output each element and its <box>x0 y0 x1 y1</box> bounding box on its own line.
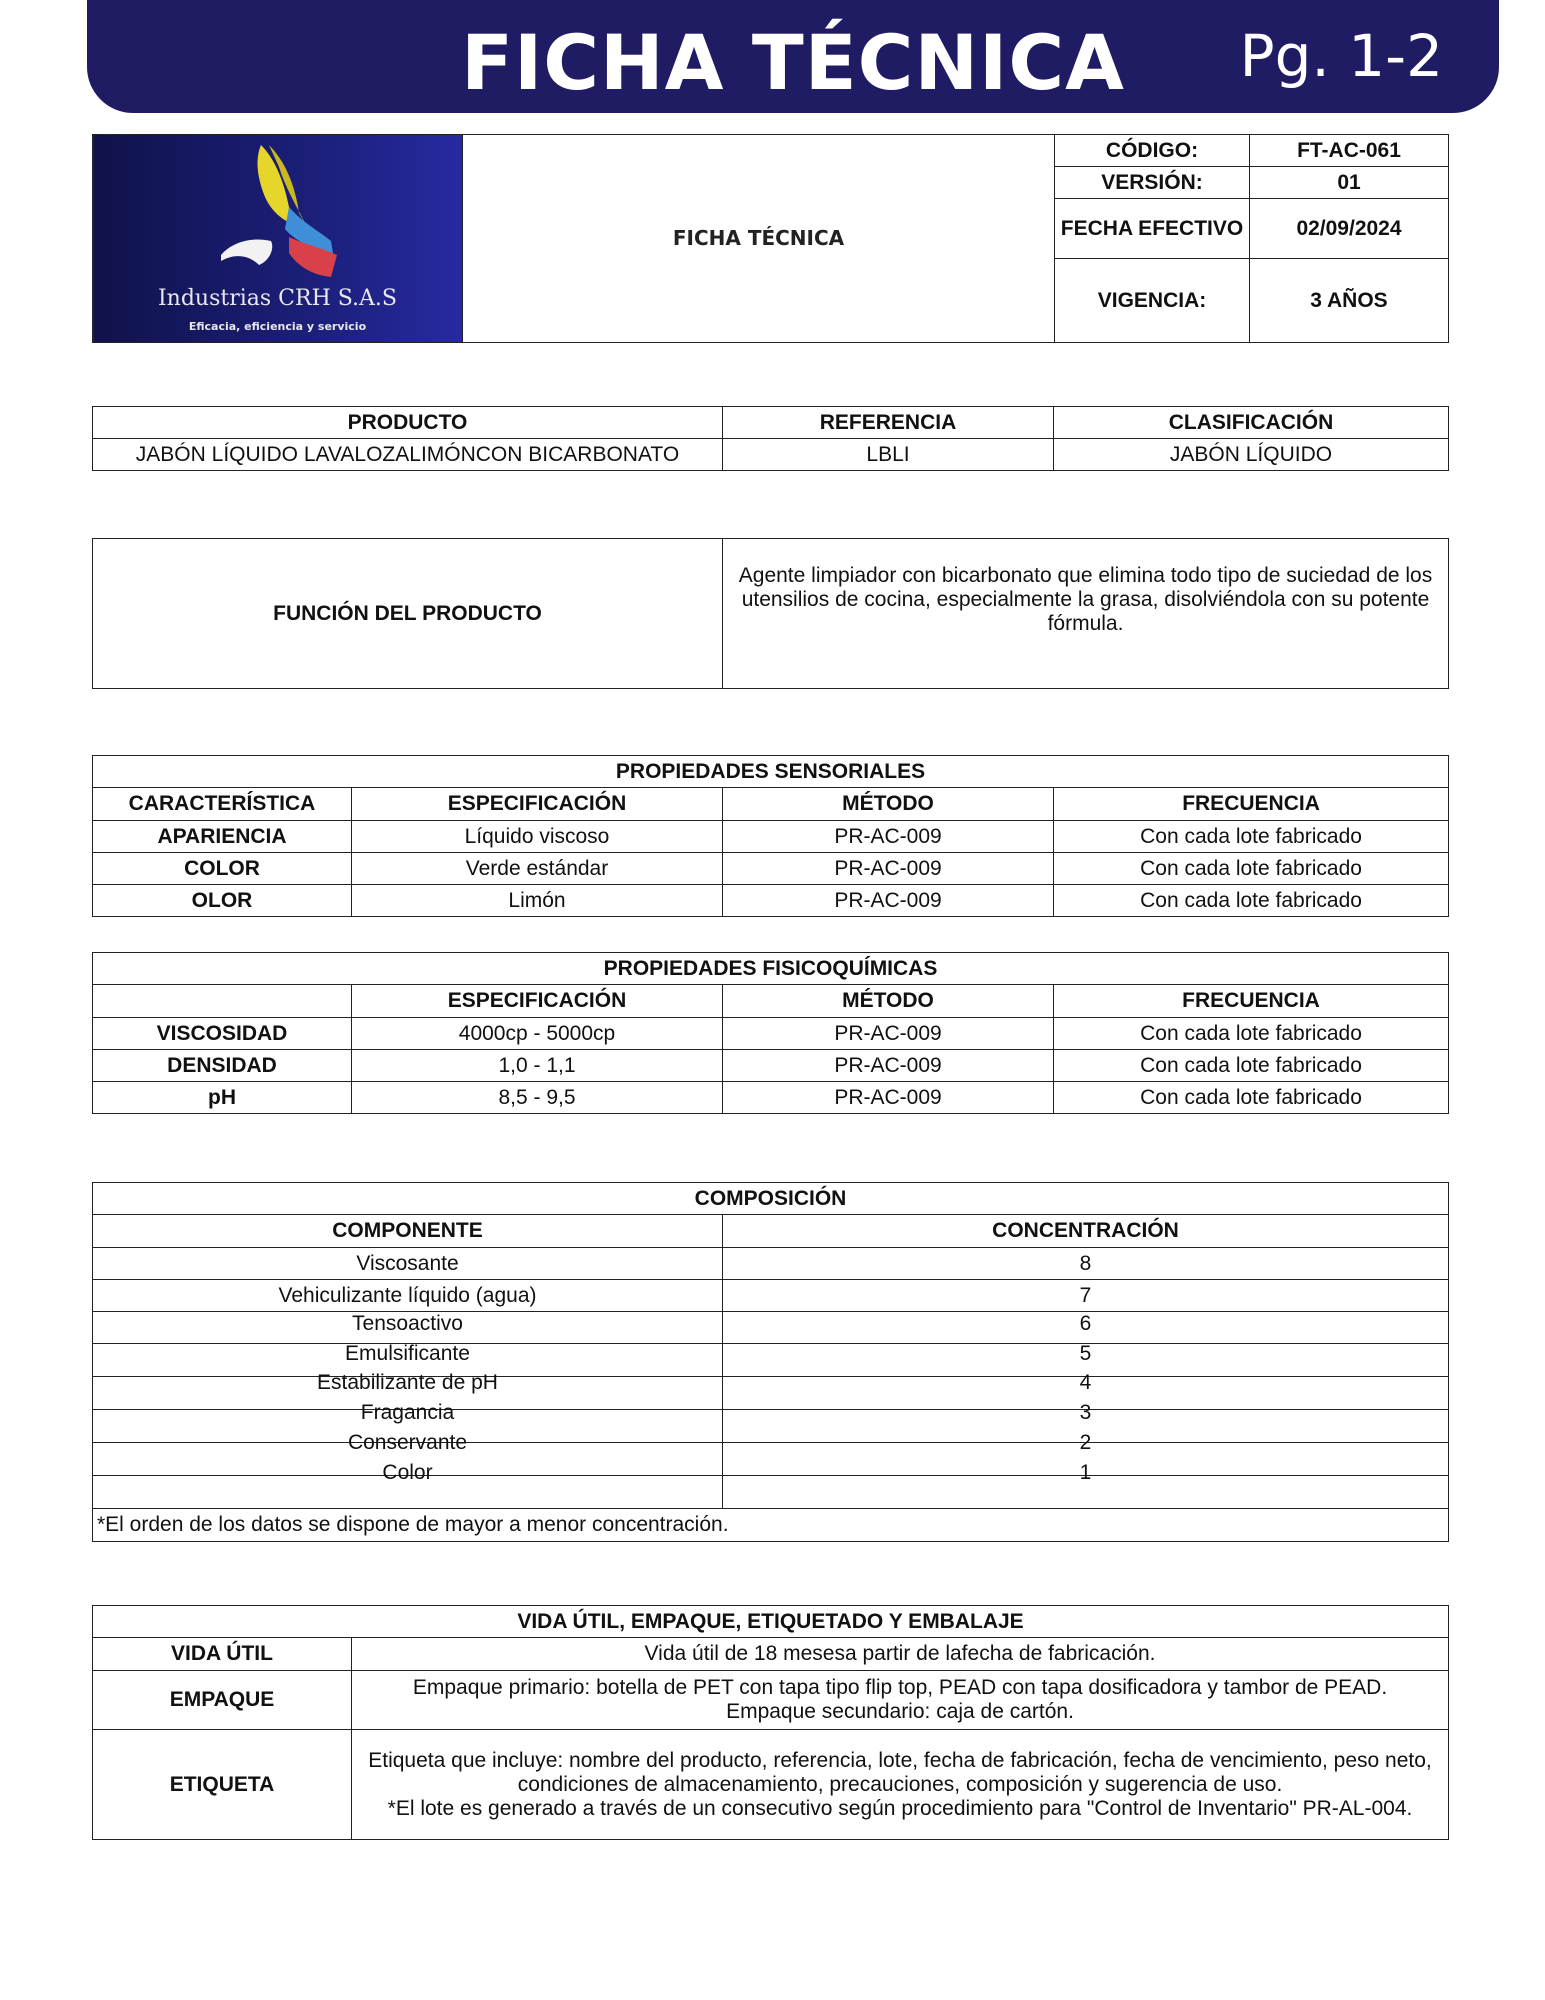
concentration-cell <box>723 1461 1449 1509</box>
table-row <box>93 853 1449 885</box>
component-cell <box>93 1312 723 1344</box>
vigencia-value: 3 AÑOS <box>1250 259 1449 343</box>
frequency: Con cada lote fabricado <box>1054 821 1449 853</box>
frequency: Con cada lote fabricado <box>1054 853 1449 885</box>
col-componente: COMPONENTE <box>93 1215 723 1248</box>
function-label: FUNCIÓN DEL PRODUCTO <box>93 539 723 689</box>
sensory-title: PROPIEDADES SENSORIALES <box>93 756 1449 788</box>
etiqueta-text: Etiqueta que incluye: nombre del producto, referencia, lote, fecha de fabricación, fecha de vencimiento, peso neto, condiciones de almacenamiento, precauciones, composición y sugerencia de uso. <box>368 1748 1432 1796</box>
company-tagline: Eficacia, eficiencia y servicio <box>188 319 367 333</box>
fecha-label: FECHA EFECTIVO <box>1055 199 1250 259</box>
spec: Líquido viscoso <box>352 821 723 853</box>
table-row <box>93 1018 1449 1050</box>
table-row <box>93 1476 1449 1509</box>
table-row <box>93 1082 1449 1114</box>
codigo-value: FT-AC-061 <box>1250 135 1449 167</box>
method: PR-AC-009 <box>723 821 1054 853</box>
vida-util-label: VIDA ÚTIL <box>93 1638 352 1671</box>
composition-note: *El orden de los datos se dispone de mayor a menor concentración. <box>93 1509 1449 1542</box>
row-label: VISCOSIDAD <box>93 1018 352 1050</box>
component: Viscosante <box>93 1248 723 1280</box>
table-row <box>93 1377 1449 1410</box>
concentration: 3 <box>1079 1401 1092 1424</box>
doc-title-cell <box>463 135 1055 343</box>
frequency: Con cada lote fabricado <box>1054 1082 1449 1114</box>
table-row <box>93 821 1449 853</box>
version-value: 01 <box>1250 167 1449 199</box>
col-caracteristica: CARACTERÍSTICA <box>93 788 352 821</box>
empaque-label: EMPAQUE <box>93 1671 352 1730</box>
shelf-title: VIDA ÚTIL, EMPAQUE, ETIQUETADO Y EMBALAJE <box>93 1606 1449 1638</box>
physicochemical-properties-table <box>92 952 1449 1114</box>
empaque-cell <box>352 1671 1449 1730</box>
component: Emulsificante <box>345 1342 470 1365</box>
table-row <box>93 885 1449 917</box>
col-metodo: MÉTODO <box>723 985 1054 1018</box>
spec: Limón <box>352 885 723 917</box>
spec: 4000cp - 5000cp <box>352 1018 723 1050</box>
method: PR-AC-009 <box>723 1082 1054 1114</box>
company-logo <box>93 135 463 343</box>
row-label: COLOR <box>93 853 352 885</box>
component: Color <box>382 1461 433 1484</box>
function-text: Agente limpiador con bicarbonato que elimina todo tipo de suciedad de los utensilios de cocina, especialmente la grasa, disolviéndola con su potente fórmula. <box>723 539 1449 689</box>
page-indicator: Pg. 1-2 <box>1239 22 1443 90</box>
composition-table <box>92 1182 1449 1542</box>
concentration: 8 <box>723 1248 1449 1280</box>
method: PR-AC-009 <box>723 1018 1054 1050</box>
vida-util-text: Vida útil de 18 mesesa partir de lafecha de fabricación. <box>352 1638 1449 1671</box>
col-frecuencia: FRECUENCIA <box>1054 985 1449 1018</box>
physchem-title: PROPIEDADES FISICOQUÍMICAS <box>93 953 1449 985</box>
table-row <box>93 1312 1449 1344</box>
vigencia-label: VIGENCIA: <box>1055 259 1250 343</box>
concentration: 4 <box>1079 1371 1092 1394</box>
concentration: 7 <box>723 1280 1449 1312</box>
concentration: 1 <box>1079 1461 1092 1484</box>
table-row <box>93 1248 1449 1280</box>
sensory-properties-table <box>92 755 1449 917</box>
method: PR-AC-009 <box>723 853 1054 885</box>
product-table <box>92 406 1449 471</box>
doc-title: FICHA TÉCNICA <box>672 226 845 250</box>
row-label: APARIENCIA <box>93 821 352 853</box>
company-name: Industrias CRH S.A.S <box>157 285 397 311</box>
fecha-value: 02/09/2024 <box>1250 199 1449 259</box>
table-row <box>93 1410 1449 1443</box>
etiqueta-label: ETIQUETA <box>93 1730 352 1840</box>
spec: 1,0 - 1,1 <box>352 1050 723 1082</box>
col-especificacion: ESPECIFICACIÓN <box>352 788 723 821</box>
concentration: 2 <box>1079 1431 1092 1454</box>
table-row <box>93 1344 1449 1377</box>
version-label: VERSIÓN: <box>1055 167 1250 199</box>
etiqueta-lote-note: *El lote es generado a través de un consecutivo según procedimiento para "Control de Inventario" PR-AL-004. <box>387 1796 1413 1820</box>
col-empty <box>93 985 352 1018</box>
codigo-label: CÓDIGO: <box>1055 135 1250 167</box>
col-frecuencia: FRECUENCIA <box>1054 788 1449 821</box>
frequency: Con cada lote fabricado <box>1054 1018 1449 1050</box>
table-row <box>93 1443 1449 1476</box>
col-referencia: REFERENCIA <box>723 407 1054 439</box>
banner-title: FICHA TÉCNICA <box>461 18 1125 107</box>
component: Fragancia <box>360 1401 455 1424</box>
col-especificacion: ESPECIFICACIÓN <box>352 985 723 1018</box>
concentration-cell <box>723 1312 1449 1344</box>
product-name: JABÓN LÍQUIDO LAVALOZALIMÓNCON BICARBONATO <box>93 439 723 471</box>
component: Tensoactivo <box>352 1311 463 1335</box>
frequency: Con cada lote fabricado <box>1054 885 1449 917</box>
empaque-secondary: Empaque secundario: caja de cartón. <box>726 1700 1074 1723</box>
document-header-table <box>92 134 1449 343</box>
col-metodo: MÉTODO <box>723 788 1054 821</box>
table-row <box>93 1280 1449 1312</box>
product-classification: JABÓN LÍQUIDO <box>1054 439 1449 471</box>
composition-title: COMPOSICIÓN <box>93 1183 1449 1215</box>
spec: 8,5 - 9,5 <box>352 1082 723 1114</box>
header-banner <box>87 0 1499 113</box>
etiqueta-cell <box>352 1730 1449 1840</box>
concentration: 6 <box>1079 1311 1092 1335</box>
product-reference: LBLI <box>723 439 1054 471</box>
col-clasificacion: CLASIFICACIÓN <box>1054 407 1449 439</box>
component-cell <box>93 1461 723 1509</box>
wing-logo-icon <box>93 137 463 287</box>
row-label: pH <box>93 1082 352 1114</box>
component: Estabilizante de pH <box>317 1371 498 1394</box>
col-concentracion: CONCENTRACIÓN <box>723 1215 1449 1248</box>
row-label: OLOR <box>93 885 352 917</box>
empaque-primary: Empaque primario: botella de PET con tapa tipo flip top, PEAD con tapa dosificadora y tambor de PEAD. <box>412 1676 1388 1699</box>
method: PR-AC-009 <box>723 885 1054 917</box>
function-table <box>92 538 1449 689</box>
table-row <box>93 1050 1449 1082</box>
row-label: DENSIDAD <box>93 1050 352 1082</box>
frequency: Con cada lote fabricado <box>1054 1050 1449 1082</box>
spec: Verde estándar <box>352 853 723 885</box>
component: Vehiculizante líquido (agua) <box>93 1280 723 1312</box>
method: PR-AC-009 <box>723 1050 1054 1082</box>
component: Conservante <box>347 1431 468 1454</box>
concentration: 5 <box>1079 1342 1092 1365</box>
shelf-life-packaging-table <box>92 1605 1449 1840</box>
col-producto: PRODUCTO <box>93 407 723 439</box>
